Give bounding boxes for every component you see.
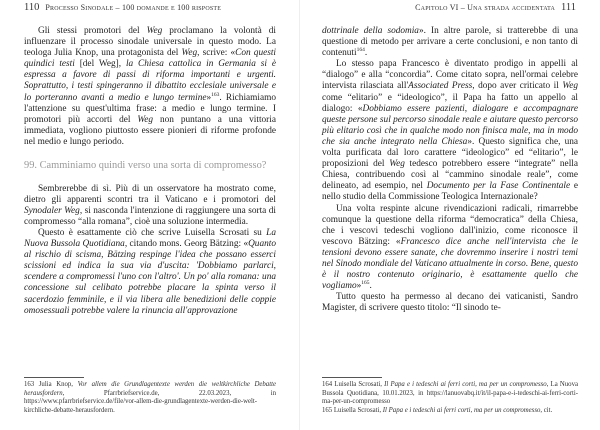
left-page-number: 110	[24, 2, 40, 13]
paragraph: Una volta respinte alcune rivendicazioni radicali, rimarrebbe comunque la questione della riforma “democratica” della Chiesa, che i vescovi tedeschi vogliono dall'inizio, come riconosce il vescovo Bätzing: «Francesco dice anche nell'intervista che le tensioni devono essere sanate, che dovremmo inserire i nostri temi nel Sinodo mondiale del Vaticano attualmente in corso. Bene, questo è il nostro contenuto originario, è esattamente quello che vogliamo»$^{165}$.	[322, 203, 578, 292]
left-header-title: Processo Sinodale – 100 domande e 100 risposte	[45, 3, 222, 12]
paragraph: Tutto questo ha permesso al decano dei vaticanisti, Sandro Magister, di scrivere questo titolo: “Il sinodo te-	[322, 292, 578, 314]
right-page	[300, 0, 600, 430]
footnote-164: 164 Luisella Scrosati, Il Papa e i tedeschi ai ferri corti, ma per un compromesso, La Nuova Bussola Quotidiana, 10.01.2023, in https://lanuovabq.it/it/il-papa-e-i-tedeschi-ai-ferri-corti-ma-per-un-compromesso	[322, 381, 578, 406]
right-page-number: 111	[561, 2, 576, 13]
paragraph: Sembrerebbe di sì. Più di un osservatore ha mostrato come, dietro gli apparenti scontri tra il Vaticano e i promotori del Synodaler Weg, si nasconda l'intenzione di raggiungere una sorta di compromesso “alla romana”, cioè una soluzione intermedia.	[24, 183, 276, 227]
footnote-rule	[322, 377, 382, 378]
paragraph: Questo è esattamente ciò che scrive Luisella Scrosati su La Nuova Bussola Quotidiana, citando mons. Georg Bätzing: «Quanto al rischio di scisma, Bätzing respinge l'idea che possano esserci scissioni ed indica la sua via d'uscita: 'Dobbiamo parlarci, scendere a compromessi l'uno con l'altro'. Un po' alla romana: una concessione sul celibato potrebbe placare la spinta verso il sacerdozio femminile, e il via libera alle benedizioni delle coppie omosessuali potrebbe valere la rinuncia all'approvazione	[24, 228, 276, 316]
footnote-165: 165 Luisella Scrosati, Il Papa e i tedeschi ai ferri corti, ma per un compromesso, cit.	[322, 407, 553, 414]
section-heading-99: 99. Camminiamo quindi verso una sorta di compromesso?	[24, 160, 267, 172]
left-body-text	[24, 26, 276, 317]
paragraph: dottrinale della sodomia». In altre parole, si tratterebbe di una questione di metodo per arrivare a certe conclusioni, e non tanto di contenuti$^{164}$.	[322, 26, 579, 59]
right-running-header	[415, 2, 576, 13]
paragraph: Gli stessi promotori del Weg proclamano la volontà di influenzare il processo sinodale universale in questo modo. La teologa Julia Knop, una protagonista del Weg, scrive: «Con questi quindici testi [del Weg], la Chiesa cattolica in Germania si è espressa a favore di passi di riforma importanti e urgenti. Soprattutto, i testi spingeranno il dibattito ecclesiale universale e lo porteranno avanti a medio e lungo termine»$^{163}$. Richiamiamo l'attenzione su quest'ultima frase: a medio e lungo termine. I promotori più accorti del Weg non puntano a una vittoria immediata, vogliono piuttosto essere pionieri di riforme profonde nel medio e lungo periodo.	[24, 26, 277, 147]
right-body-text	[322, 26, 578, 314]
paragraph: Lo stesso papa Francesco è diventato prodigo in appelli al “dialogo” e alla “concordia”. Come citato sopra, nell'ormai celebre intervista rilasciata all'Associated Press, dopo aver criticato il Weg come “elitario” e “ideologico”, il Papa ha fatto un appello al dialogo: «Dobbiamo essere pazienti, dialogare e accompagnare queste persone sul percorso sinodale reale e aiutare questo percorso più elitario così che in qualche modo non finisca male, ma in modo che sia anche integrato nella Chiesa». Questo significa che, una volta purificata dal loro carattere “ideologico” ed “elitario”, le proposizioni del Weg tedesco potrebbero essere “integrate” nella Chiesa, contribuendo così al “cammino sinodale reale”, come delineato, ad esempio, nel Documento per la Fase Continentale e nello studio della Commissione Teologica Internazionale?	[322, 59, 578, 203]
left-running-header	[24, 2, 221, 13]
footnote-rule	[24, 377, 84, 378]
right-header-chapter: Capitolo VI – Una strada accidentata	[415, 3, 556, 12]
footnote-163: 163 Julia Knop, Vor allem die Grundlagentexte werden die weltkirchliche Debatte herausfordern, Pfarrbriefservice.de, 22.03.2023, in https://www.pfarrbriefservice.de/file/vor-allem-die-grundlagentexte-werden-die-welt-kirchliche-debatte-herausfordern.	[24, 381, 276, 414]
